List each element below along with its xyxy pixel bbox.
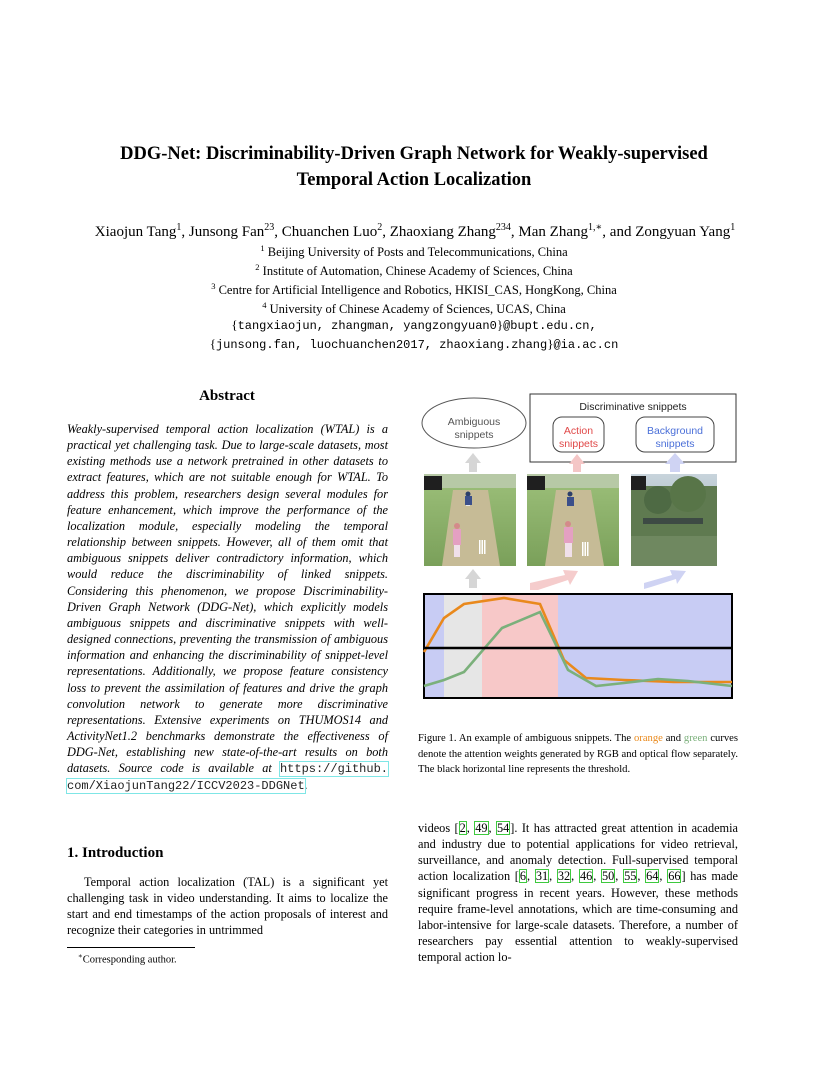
author-affil-sup: 23 <box>264 222 275 233</box>
citation-link[interactable]: 31 <box>535 869 549 884</box>
author-affil-sup: 1 <box>176 222 182 233</box>
email-names: junsong.fan, luochuanchen2017, zhaoxiang.zhang <box>215 338 548 352</box>
author-sep: , <box>274 224 282 240</box>
source-code-link[interactable]: https://github. com/XiaojunTang22/ICCV2023-DDGNet <box>67 762 388 794</box>
citation-link[interactable]: 2 <box>459 821 466 835</box>
email-brace-open: { <box>209 336 216 351</box>
arrows-to-frames <box>465 569 686 590</box>
citation-link[interactable]: 6 <box>519 869 527 884</box>
intro-paragraph: Temporal action localization (TAL) is a significant yet challenging task in video understanding. It aims to localize the start and end timestamps of the action proposals of interest and recognize their categories in untrimmed <box>67 875 388 938</box>
affiliation-1 <box>60 240 768 260</box>
citation-link[interactable]: 49 <box>475 821 488 835</box>
email-domain: @bupt.edu.cn, <box>503 319 597 333</box>
affiliation-3 <box>60 278 768 298</box>
author-affil-sup: 1,∗ <box>587 222 603 233</box>
video-frame-1 <box>424 474 516 566</box>
author-name: Chuanchen Luo <box>281 224 378 240</box>
author-sep: , and <box>602 224 636 240</box>
email-brace-close: } <box>547 336 554 351</box>
affiliation-text: Institute of Automation, Chinese Academy of Sciences, China <box>262 264 573 279</box>
video-frame-3 <box>631 474 717 566</box>
title-line-1: DDG-Net: Discriminability-Driven Graph Network for Weakly-supervised <box>120 144 708 164</box>
action-label-2: snippets <box>558 438 599 450</box>
author-list <box>40 218 790 242</box>
affiliation-4 <box>60 297 768 317</box>
abstract-body: Weakly-supervised temporal action localization (WTAL) is a practical yet challenging task. Due to large-scale datasets, most existing methods use a network pretrained in other datasets to extract features, which are not suitable enough for WTAL. To address this problem, researchers design several modules for feature enhancement, which improve the performance of the localization module, especially modeling the temporal relationship between snippets. However, all of them omit that ambiguous snippets deliver contradictory information, which would reduce the discriminability of linked snippets. Considering this phenomenon, we propose Discriminability-Driven Graph Network (DDG-Net), which explicitly models ambiguous snippets and discriminative snippets with well-designed connections, preventing the transmission of ambiguous information and enhancing the discriminability of snippet-level representations. Additionally, we propose feature consistency loss to prevent the assimilation of features and drive the graph convolution network to generate more discriminative representations. Extensive experiments on THUMOS14 and ActivityNet1.2 benchmarks demonstrate the effectiveness of DDG-Net, establishing new state-of-the-art results on both datasets. Source code is available at https://github. com/XiaojunTang22/ICCV2023-DDGNet. <box>67 422 388 794</box>
affiliation-text: Beijing University of Posts and Telecommunications, China <box>267 245 568 260</box>
affiliation-text: University of Chinese Academy of Sciences, UCAS, China <box>269 302 566 317</box>
email-brace-close: } <box>496 317 504 332</box>
author-name: Zongyuan Yang <box>635 224 731 240</box>
author-affil-sup: 234 <box>495 222 511 233</box>
author-sep: , <box>382 224 390 240</box>
email-names: tangxiaojun, zhangman, yangzongyuan0 <box>237 319 497 333</box>
author-name: Zhaoxiang Zhang <box>389 224 496 240</box>
citation-link[interactable]: 54 <box>496 821 510 835</box>
author-affil-sup: 1 <box>730 222 736 233</box>
footnote-rule <box>67 947 195 948</box>
author-name: Junsong Fan <box>188 224 265 240</box>
abstract-heading: Abstract <box>199 388 255 404</box>
author-name: Xiaojun Tang <box>94 224 177 240</box>
footnote <box>78 952 177 966</box>
email-line-2 <box>60 336 768 353</box>
figure-caption: Figure 1. An example of ambiguous snippets. The orange and green curves denote the attention weights generated by RGB and optical flow separately. The black horizontal line represents the threshold. <box>418 733 738 776</box>
author-sep: , <box>510 224 519 240</box>
caption-orange-word: orange <box>634 733 663 744</box>
figure-1 <box>418 390 738 710</box>
citation-link[interactable]: 64 <box>646 869 659 884</box>
author-affil-sup: 2 <box>377 222 383 233</box>
video-frame-2 <box>527 474 619 566</box>
affiliation-num: 3 <box>211 281 216 291</box>
footnote-mark: ∗ <box>78 952 83 960</box>
right-column-paragraph: videos [2, 49, 54]. It has attracted great attention in academia and industry due to potential applications for video retrieval, surveillance, and anomaly detection. Full-supervised temporal action localization [6, 31, 32, 46, 50, 55, 64, 66] has made significant progress in recent years. However, these methods require frame-level annotations, which are time-consuming and labor-intensive for large-scale datasets. Therefore, a number of researchers pay essential attention to weakly-supervised temporal action lo- <box>418 821 738 965</box>
citation-link[interactable]: 66 <box>668 869 681 884</box>
background-label-2: snippets <box>655 438 695 450</box>
email-line-1 <box>60 317 768 334</box>
citation-link[interactable]: 32 <box>557 869 571 884</box>
email-brace-open: { <box>231 317 238 332</box>
title-line-2: Temporal Action Localization <box>296 170 532 190</box>
citation-link[interactable]: 50 <box>602 869 615 884</box>
footnote-text: Corresponding author. <box>82 954 177 966</box>
author-sep: , <box>181 224 189 240</box>
email-domain: @ia.ac.cn <box>553 338 619 352</box>
citation-link[interactable]: 55 <box>624 869 637 884</box>
ambiguous-label-2: snippets <box>454 429 494 441</box>
action-label-1: Action <box>563 425 594 437</box>
affiliation-text: Centre for Artificial Intelligence and Robotics, HKISI_CAS, HongKong, China <box>218 283 617 298</box>
discriminative-label: Discriminative snippets <box>579 401 687 413</box>
affiliation-num: 1 <box>260 243 265 253</box>
ambiguous-label-1: Ambiguous <box>447 416 501 428</box>
attention-plot <box>424 594 732 698</box>
abstract-text: Weakly-supervised temporal action localization (WTAL) is a practical yet challenging task. Due to large-scale datasets, most existing methods use a network pretrained in other datasets to extract features, which are not suitable enough for WTAL. To address this problem, researchers design several modules for feature enhancement, which improve the performance of the localization module, especially modeling the temporal relationship between snippets. However, all of them omit that ambiguous snippets deliver contradictory information, which would reduce the discriminability of linked snippets. Considering this phenomenon, we propose Discriminability-Driven Graph Network (DDG-Net), which explicitly models ambiguous snippets and discriminative snippets with well-designed connections, preventing the transmission of ambiguous information and enhancing the discriminability of snippet-level representations. Additionally, we propose feature consistency loss to prevent the assimilation of features and drive the graph convolution network to generate more discriminative representations. Extensive experiments on THUMOS14 and ActivityNet1.2 benchmarks demonstrate the effectiveness of DDG-Net, establishing new state-of-the-art results on both datasets. Source code is available at <box>67 422 388 776</box>
caption-green-word: green <box>683 733 708 744</box>
citation-link[interactable]: 46 <box>579 869 593 884</box>
affiliation-num: 4 <box>262 300 267 310</box>
background-label-1: Background <box>646 425 704 437</box>
paper-title <box>60 141 768 193</box>
author-name: Man Zhang <box>518 224 588 240</box>
affiliation-num: 2 <box>255 262 260 272</box>
affiliation-2 <box>60 259 768 279</box>
section-heading-introduction: 1. Introduction <box>67 845 164 861</box>
